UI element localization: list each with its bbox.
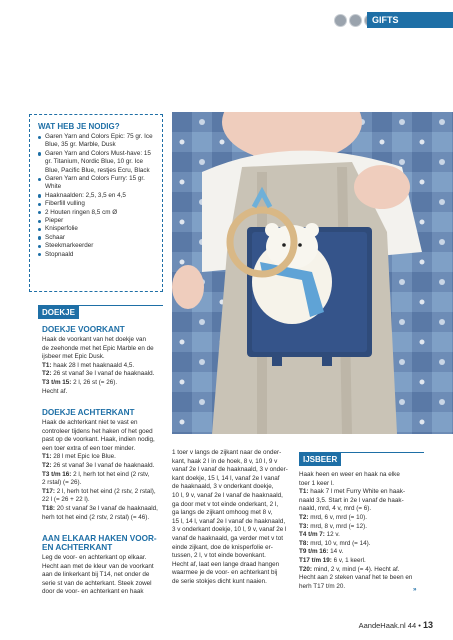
text-line: ga door met v tot einde onderkant, 2 l, bbox=[172, 500, 279, 508]
pattern-row bbox=[299, 505, 427, 514]
text-line: aan de linkerkant bij T14, net onder de bbox=[42, 571, 150, 579]
row-label: T1: bbox=[42, 453, 52, 461]
row-label: T3 t/m 16: bbox=[42, 470, 72, 478]
materials-item: Steekmarkeerder bbox=[38, 242, 154, 250]
materials-item: Garen Yarn and Colors Furry: 15 gr. White bbox=[38, 175, 154, 192]
row-text: 22 l (= 26 + 22 l). bbox=[42, 496, 90, 504]
row-text: Haak de achterkant niet te vast en bbox=[42, 419, 138, 426]
row-text: 26 st vanaf 3e l vanaf de haaknaald. bbox=[51, 461, 155, 469]
achterkant-heading: DOEKJE ACHTERKANT bbox=[42, 408, 135, 417]
text-line: vanaf 2e l vanaf de haaknaald, 3 v onder- bbox=[172, 466, 288, 474]
pattern-row bbox=[42, 445, 167, 454]
column-2-text bbox=[172, 449, 297, 587]
row-label: T1: bbox=[42, 361, 52, 369]
row-label: T3 t/m 15: bbox=[42, 378, 72, 386]
crochet-level-icon bbox=[334, 14, 347, 27]
materials-item: Schaar bbox=[38, 234, 154, 242]
row-text: 6 v, 1 keerl. bbox=[331, 556, 366, 564]
pattern-row bbox=[299, 514, 427, 523]
achterkant-text bbox=[42, 419, 167, 522]
pattern-row bbox=[42, 453, 167, 462]
row-text: 26 st vanaf 3e l vanaf de haaknaald. bbox=[51, 370, 155, 378]
pattern-row bbox=[42, 505, 167, 514]
pattern-row bbox=[42, 419, 167, 428]
pattern-row bbox=[299, 540, 427, 549]
row-label: T4 t/m 7: bbox=[299, 531, 325, 539]
voorkant-heading: DOEKJE VOORKANT bbox=[42, 325, 125, 334]
text-line: 1 toer v langs de zijkant naar de onder- bbox=[172, 449, 282, 456]
row-text: 20 st vanaf 3e l vanaf de haaknaald, bbox=[54, 504, 158, 512]
crochet-level-icon bbox=[349, 14, 362, 27]
baby-with-crochet-cloth-image bbox=[172, 112, 453, 434]
text-line: de haaknaald, 3 v onderkant doekje, bbox=[172, 483, 274, 491]
continue-arrow: » bbox=[413, 586, 417, 593]
materials-item: Garen Yarn and Colors Must-have: 15 gr. Titanium, Nordic Blue, 10 gr. Ice Blue, Pacific Blue, restjes Ecru, Black bbox=[38, 150, 154, 175]
materials-item: Fiberfill vulling bbox=[38, 200, 154, 208]
pattern-row bbox=[299, 557, 427, 566]
row-text: mrd, 10 v, mrd (= 14). bbox=[308, 539, 371, 547]
pattern-row bbox=[299, 523, 427, 532]
pattern-row bbox=[42, 379, 167, 388]
materials-box bbox=[29, 114, 163, 292]
row-label: T17: bbox=[42, 487, 55, 495]
pattern-row bbox=[42, 496, 167, 505]
text-line: 3 v onderkant doekje, 10 l, 9 v, vanaf 2e l bbox=[172, 526, 287, 534]
pattern-row bbox=[42, 488, 167, 497]
ijsbeer-text: Haak heen en weer en haak na elke toer 1 keer l. T1: haak 7 l met Furry White en haak- naald 3,5. Start in 2e l vanaf de haak- naald, mrd, 4 v, mrd (= 6). T2: mrd, 6 v, mrd (= 10). T3: mrd, 8 v, mrd (= 12). T4 t/m 7: 12 v. T8: mrd, 10 v, mrd (= 14). T9 t/m 16: 14 v. T17 t/m 19: 6 v, 1 keerl. T20: mind, 2 v, mind (= 4). Hecht af. Hecht aan 2 steken vanaf het te been en herh T17 t/m 20. bbox=[299, 471, 427, 591]
row-label: T3: bbox=[299, 522, 309, 530]
row-label: T17 t/m 19: bbox=[299, 556, 332, 564]
pattern-row bbox=[299, 574, 427, 583]
text-line: vanaf de haaknaald, ga verder met v tot bbox=[172, 534, 283, 542]
section-header-tab: GIFTS bbox=[367, 12, 453, 28]
row-text: Hecht aan 2 steken vanaf het te been en bbox=[299, 574, 413, 582]
row-label: T20: bbox=[299, 565, 312, 573]
row-text: naald, mrd, 4 v, mrd (= 6). bbox=[299, 505, 372, 513]
pattern-row bbox=[42, 471, 167, 480]
haken-text bbox=[42, 554, 167, 597]
text-line: 15 l, 14 l, vanaf 2e l vanaf de haaknaald, bbox=[172, 517, 286, 525]
text-line: ga langs de zijkant omhoog met 8 v, bbox=[172, 509, 273, 517]
voorkant-text: Haak de voorkant van het doekje van de zeehonde met het Epic Marble en de ijsbeer met Epic Dusk. T1: haak 28 l met haaknaald 4,5. T2: 26 st vanaf 3e l vanaf de haaknaald. T3 t/m 15: 2 l, 26 st (= 26). Hecht af. bbox=[42, 336, 167, 396]
row-text: een toer extra of een toer minder. bbox=[42, 444, 136, 452]
row-text: herh T17 t/m 20. bbox=[299, 582, 346, 590]
materials-title: WAT HEB JE NODIG? bbox=[38, 122, 120, 131]
haken-heading: AAN ELKAAR HAKEN VOOR- EN ACHTERKANT bbox=[42, 534, 157, 552]
pattern-row bbox=[42, 462, 167, 471]
pattern-row bbox=[42, 362, 167, 371]
text-line: Hecht aan met de kleur van de voorkant bbox=[42, 562, 154, 570]
page-footer bbox=[359, 620, 433, 630]
row-label: T2: bbox=[42, 461, 52, 469]
section-tag-doekje: DOEKJE bbox=[38, 306, 79, 319]
row-text: mind, 2 v, mind (= 4). Hecht af. bbox=[311, 565, 400, 573]
row-text: 28 l met Epic Ice Blue. bbox=[51, 453, 116, 461]
row-text: mrd, 6 v, mrd (= 10). bbox=[308, 513, 367, 521]
row-text: naald 3,5. Start in 2e l vanaf de haak- bbox=[299, 496, 404, 504]
row-text: past op de voorkant. Haak, indien nodig, bbox=[42, 436, 155, 444]
materials-item: Stopnaald bbox=[38, 251, 154, 259]
text-line: Hecht af, laat een lange draad hangen bbox=[172, 560, 280, 568]
section-tag-ijsbeer: IJSBEER bbox=[299, 453, 341, 466]
pattern-row bbox=[42, 514, 167, 523]
text-line: kant, haak 2 l in de hoek, 8 v, 10 l, 9 v bbox=[172, 457, 278, 465]
footer-bullet: • bbox=[418, 621, 421, 630]
row-text: 2 l, 26 st (= 26). bbox=[71, 378, 118, 386]
text-line: serie st van de achterkant. Steek zowel bbox=[42, 579, 152, 587]
product-photo bbox=[172, 112, 453, 434]
row-text: Hecht af. bbox=[42, 387, 68, 395]
row-label: T2: bbox=[42, 370, 52, 378]
row-label: T1: bbox=[299, 488, 309, 496]
footer-site: AandeHaak.nl 44 bbox=[358, 621, 417, 630]
row-text: 2 rstal) (= 26). bbox=[42, 479, 82, 487]
row-text: mrd, 8 v, mrd (= 12). bbox=[308, 522, 367, 530]
row-text: haak 7 l met Furry White en haak- bbox=[308, 488, 406, 496]
pattern-row bbox=[42, 428, 167, 437]
materials-item: 2 Houten ringen 8,5 cm Ø bbox=[38, 209, 154, 217]
pattern-row bbox=[299, 531, 427, 540]
pattern-row bbox=[42, 479, 167, 488]
row-text: 2 l, herh tot het eind (2 rstv, bbox=[71, 470, 150, 478]
pattern-row bbox=[299, 488, 427, 497]
pattern-row bbox=[299, 497, 427, 506]
materials-item: Haaknaalden: 2,5, 3,5 en 4,5 bbox=[38, 192, 154, 200]
materials-item: Garen Yarn and Colors Epic: 75 gr. Ice Blue, 35 gr. Marble, Dusk bbox=[38, 133, 154, 150]
text-line: de serie stokjes dicht kunt naaien. bbox=[172, 577, 267, 585]
page-number: 13 bbox=[422, 620, 433, 630]
materials-item: Pieper bbox=[38, 217, 154, 225]
text-line: door de voor- en achterkant en haak bbox=[42, 588, 144, 596]
pattern-row bbox=[42, 388, 167, 397]
row-text: 12 v. bbox=[324, 531, 340, 539]
text-line: 10 l, 9 v, vanaf 2e l vanaf de haaknaald, bbox=[172, 491, 283, 499]
text-line: waarmee je de voor- en achterkant bij bbox=[172, 569, 278, 577]
row-label: T18: bbox=[42, 504, 55, 512]
row-label: T8: bbox=[299, 539, 309, 547]
text-line: Leg de voor- en achterkant op elkaar. bbox=[42, 554, 147, 561]
row-text: 14 v. bbox=[328, 548, 344, 556]
row-text: herh tot het eind (2 rstv, 2 rstal) (= 46). bbox=[42, 513, 150, 521]
pattern-row bbox=[42, 370, 167, 379]
text-line: tussen, 2 l, v tot einde bovenkant. bbox=[172, 552, 266, 560]
row-text: 2 l, herh tot het eind (2 rstv, 2 rstal), bbox=[54, 487, 156, 495]
pattern-row bbox=[42, 436, 167, 445]
pattern-row bbox=[299, 583, 427, 592]
pattern-row bbox=[299, 548, 427, 557]
pattern-row bbox=[299, 566, 427, 575]
text-line: einde zijkant, doe de knisperfolie er- bbox=[172, 543, 273, 551]
materials-list bbox=[38, 133, 154, 259]
row-text: controleer tijdens het haken of het goed bbox=[42, 427, 153, 435]
materials-item: Knisperfolie bbox=[38, 225, 154, 233]
row-label: T2: bbox=[299, 513, 309, 521]
row-text: haak 28 l met haaknaald 4,5. bbox=[51, 361, 135, 369]
row-label: T9 t/m 16: bbox=[299, 548, 329, 556]
text-line: kant doekje, 15 l, 14 l, vanaf 2e l vanaf bbox=[172, 474, 280, 482]
